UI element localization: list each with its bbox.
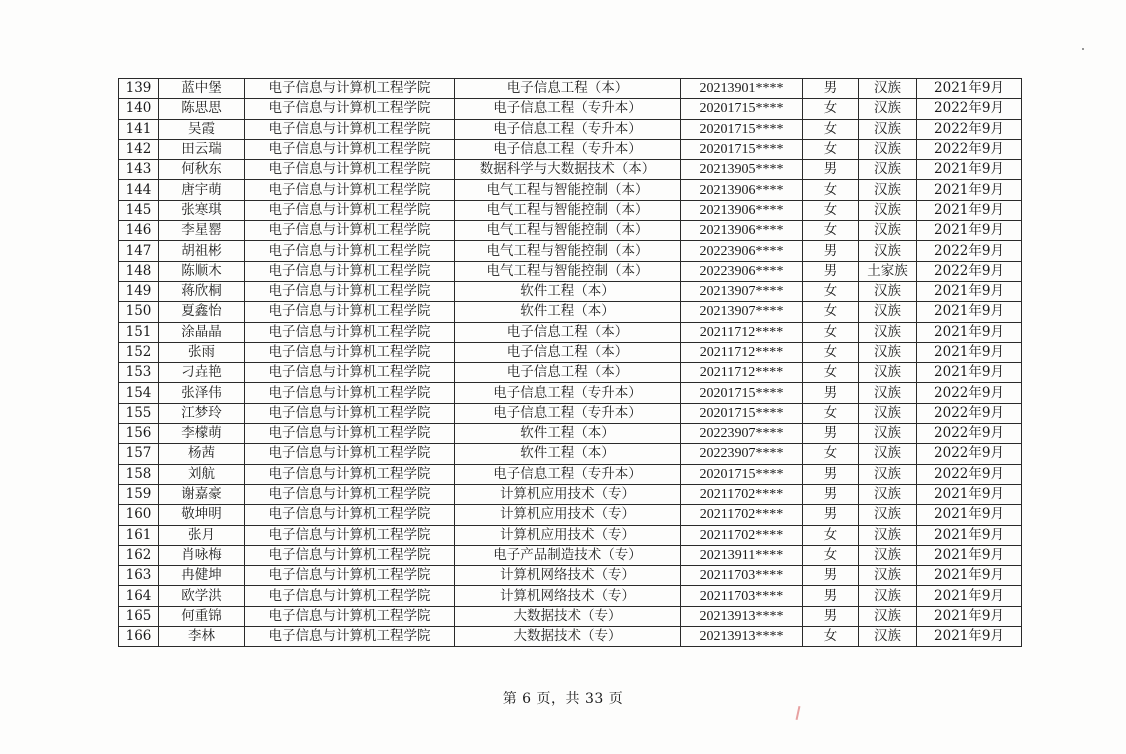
student-id-cell: 20213906**** <box>681 221 803 241</box>
row-number-cell: 141 <box>119 119 159 139</box>
gender-cell: 男 <box>803 566 859 586</box>
gender-cell: 女 <box>803 200 859 220</box>
gender-cell: 女 <box>803 342 859 362</box>
enrollment-date-cell: 2022年9月 <box>917 424 1022 444</box>
row-number-cell: 145 <box>119 200 159 220</box>
row-number-cell: 146 <box>119 221 159 241</box>
student-id-cell: 20213901**** <box>681 79 803 99</box>
student-name-cell: 胡祖彬 <box>159 241 245 261</box>
page-number: 第 6 页，共 33 页 <box>502 691 624 707</box>
row-number-cell: 153 <box>119 363 159 383</box>
row-number-cell: 165 <box>119 606 159 626</box>
enrollment-date-cell: 2022年9月 <box>917 383 1022 403</box>
ethnicity-cell: 汉族 <box>859 241 917 261</box>
major-cell: 电子信息工程（专升本） <box>455 403 681 423</box>
college-cell: 电子信息与计算机工程学院 <box>245 139 455 159</box>
enrollment-date-cell: 2021年9月 <box>917 160 1022 180</box>
enrollment-date-cell: 2021年9月 <box>917 606 1022 626</box>
college-cell: 电子信息与计算机工程学院 <box>245 180 455 200</box>
ethnicity-cell: 汉族 <box>859 444 917 464</box>
table-row <box>119 363 1022 383</box>
major-cell: 大数据技术（专） <box>455 627 681 647</box>
enrollment-date-cell: 2021年9月 <box>917 484 1022 504</box>
college-cell: 电子信息与计算机工程学院 <box>245 525 455 545</box>
row-number-cell: 154 <box>119 383 159 403</box>
gender-cell: 男 <box>803 261 859 281</box>
student-name-cell: 刁垚艳 <box>159 363 245 383</box>
gender-cell: 女 <box>803 545 859 565</box>
gender-cell: 男 <box>803 241 859 261</box>
college-cell: 电子信息与计算机工程学院 <box>245 444 455 464</box>
college-cell: 电子信息与计算机工程学院 <box>245 200 455 220</box>
college-cell: 电子信息与计算机工程学院 <box>245 99 455 119</box>
gender-cell: 女 <box>803 627 859 647</box>
major-cell: 电子信息工程（专升本） <box>455 119 681 139</box>
table-row <box>119 180 1022 200</box>
table-row <box>119 424 1022 444</box>
college-cell: 电子信息与计算机工程学院 <box>245 79 455 99</box>
enrollment-date-cell: 2021年9月 <box>917 545 1022 565</box>
row-number-cell: 159 <box>119 484 159 504</box>
table-row <box>119 79 1022 99</box>
enrollment-date-cell: 2022年9月 <box>917 119 1022 139</box>
enrollment-date-cell: 2021年9月 <box>917 180 1022 200</box>
table-row <box>119 221 1022 241</box>
student-id-cell: 20211703**** <box>681 586 803 606</box>
major-cell: 电子信息工程（专升本） <box>455 139 681 159</box>
major-cell: 软件工程（本） <box>455 281 681 301</box>
student-name-cell: 陈思思 <box>159 99 245 119</box>
scan-speck <box>1082 48 1084 50</box>
student-id-cell: 20223906**** <box>681 261 803 281</box>
gender-cell: 女 <box>803 302 859 322</box>
college-cell: 电子信息与计算机工程学院 <box>245 119 455 139</box>
major-cell: 计算机应用技术（专） <box>455 505 681 525</box>
major-cell: 大数据技术（专） <box>455 606 681 626</box>
student-id-cell: 20211712**** <box>681 363 803 383</box>
ethnicity-cell: 汉族 <box>859 606 917 626</box>
gender-cell: 男 <box>803 606 859 626</box>
major-cell: 计算机应用技术（专） <box>455 484 681 504</box>
table-row <box>119 281 1022 301</box>
college-cell: 电子信息与计算机工程学院 <box>245 342 455 362</box>
row-number-cell: 140 <box>119 99 159 119</box>
ethnicity-cell: 汉族 <box>859 363 917 383</box>
major-cell: 软件工程（本） <box>455 444 681 464</box>
enrollment-date-cell: 2021年9月 <box>917 586 1022 606</box>
major-cell: 软件工程（本） <box>455 424 681 444</box>
student-name-cell: 张寒琪 <box>159 200 245 220</box>
college-cell: 电子信息与计算机工程学院 <box>245 322 455 342</box>
major-cell: 电子信息工程（本） <box>455 363 681 383</box>
major-cell: 电子信息工程（本） <box>455 322 681 342</box>
student-id-cell: 20201715**** <box>681 403 803 423</box>
student-name-cell: 陈顺木 <box>159 261 245 281</box>
student-id-cell: 20213907**** <box>681 302 803 322</box>
enrollment-date-cell: 2021年9月 <box>917 363 1022 383</box>
student-name-cell: 肖咏梅 <box>159 545 245 565</box>
table-row <box>119 342 1022 362</box>
student-name-cell: 唐宇萌 <box>159 180 245 200</box>
enrollment-date-cell: 2022年9月 <box>917 99 1022 119</box>
student-name-cell: 谢嘉豪 <box>159 484 245 504</box>
student-id-cell: 20211702**** <box>681 505 803 525</box>
row-number-cell: 150 <box>119 302 159 322</box>
ethnicity-cell: 汉族 <box>859 342 917 362</box>
student-id-cell: 20213906**** <box>681 200 803 220</box>
gender-cell: 男 <box>803 79 859 99</box>
student-name-cell: 蓝中堡 <box>159 79 245 99</box>
gender-cell: 男 <box>803 505 859 525</box>
student-id-cell: 20223907**** <box>681 424 803 444</box>
table-row <box>119 261 1022 281</box>
ethnicity-cell: 汉族 <box>859 403 917 423</box>
row-number-cell: 147 <box>119 241 159 261</box>
table-row <box>119 99 1022 119</box>
gender-cell: 女 <box>803 525 859 545</box>
college-cell: 电子信息与计算机工程学院 <box>245 464 455 484</box>
ethnicity-cell: 汉族 <box>859 79 917 99</box>
major-cell: 电气工程与智能控制（本） <box>455 221 681 241</box>
ethnicity-cell: 土家族 <box>859 261 917 281</box>
college-cell: 电子信息与计算机工程学院 <box>245 221 455 241</box>
college-cell: 电子信息与计算机工程学院 <box>245 505 455 525</box>
row-number-cell: 152 <box>119 342 159 362</box>
enrollment-date-cell: 2021年9月 <box>917 200 1022 220</box>
college-cell: 电子信息与计算机工程学院 <box>245 302 455 322</box>
row-number-cell: 157 <box>119 444 159 464</box>
college-cell: 电子信息与计算机工程学院 <box>245 403 455 423</box>
major-cell: 电子产品制造技术（专） <box>455 545 681 565</box>
student-id-cell: 20211703**** <box>681 566 803 586</box>
major-cell: 软件工程（本） <box>455 302 681 322</box>
ethnicity-cell: 汉族 <box>859 627 917 647</box>
ethnicity-cell: 汉族 <box>859 221 917 241</box>
major-cell: 电子信息工程（本） <box>455 342 681 362</box>
major-cell: 计算机网络技术（专） <box>455 586 681 606</box>
student-id-cell: 20213911**** <box>681 545 803 565</box>
gender-cell: 男 <box>803 586 859 606</box>
student-id-cell: 20213907**** <box>681 281 803 301</box>
college-cell: 电子信息与计算机工程学院 <box>245 241 455 261</box>
row-number-cell: 139 <box>119 79 159 99</box>
enrollment-date-cell: 2021年9月 <box>917 627 1022 647</box>
table-row <box>119 505 1022 525</box>
table-row <box>119 525 1022 545</box>
enrollment-date-cell: 2021年9月 <box>917 322 1022 342</box>
major-cell: 电子信息工程（本） <box>455 79 681 99</box>
gender-cell: 女 <box>803 363 859 383</box>
gender-cell: 女 <box>803 180 859 200</box>
row-number-cell: 158 <box>119 464 159 484</box>
ethnicity-cell: 汉族 <box>859 302 917 322</box>
enrollment-date-cell: 2021年9月 <box>917 342 1022 362</box>
enrollment-date-cell: 2021年9月 <box>917 302 1022 322</box>
row-number-cell: 142 <box>119 139 159 159</box>
college-cell: 电子信息与计算机工程学院 <box>245 383 455 403</box>
enrollment-date-cell: 2022年9月 <box>917 444 1022 464</box>
college-cell: 电子信息与计算机工程学院 <box>245 586 455 606</box>
table-row <box>119 322 1022 342</box>
enrollment-date-cell: 2021年9月 <box>917 525 1022 545</box>
student-name-cell: 田云瑞 <box>159 139 245 159</box>
enrollment-date-cell: 2021年9月 <box>917 281 1022 301</box>
row-number-cell: 156 <box>119 424 159 444</box>
ethnicity-cell: 汉族 <box>859 119 917 139</box>
table-row <box>119 302 1022 322</box>
enrollment-date-cell: 2022年9月 <box>917 464 1022 484</box>
major-cell: 电气工程与智能控制（本） <box>455 180 681 200</box>
student-name-cell: 李星罂 <box>159 221 245 241</box>
table-row <box>119 586 1022 606</box>
row-number-cell: 162 <box>119 545 159 565</box>
student-id-cell: 20211712**** <box>681 342 803 362</box>
student-id-cell: 20213905**** <box>681 160 803 180</box>
ethnicity-cell: 汉族 <box>859 383 917 403</box>
student-name-cell: 蒋欣桐 <box>159 281 245 301</box>
student-name-cell: 张月 <box>159 525 245 545</box>
student-name-cell: 何重锦 <box>159 606 245 626</box>
table-row <box>119 484 1022 504</box>
enrollment-date-cell: 2022年9月 <box>917 261 1022 281</box>
major-cell: 计算机网络技术（专） <box>455 566 681 586</box>
table-row <box>119 139 1022 159</box>
table-row <box>119 464 1022 484</box>
ethnicity-cell: 汉族 <box>859 99 917 119</box>
row-number-cell: 143 <box>119 160 159 180</box>
student-id-cell: 20211702**** <box>681 525 803 545</box>
college-cell: 电子信息与计算机工程学院 <box>245 261 455 281</box>
ethnicity-cell: 汉族 <box>859 525 917 545</box>
student-name-cell: 敬坤明 <box>159 505 245 525</box>
table-row <box>119 545 1022 565</box>
student-name-cell: 江梦玲 <box>159 403 245 423</box>
ethnicity-cell: 汉族 <box>859 160 917 180</box>
ethnicity-cell: 汉族 <box>859 200 917 220</box>
gender-cell: 男 <box>803 424 859 444</box>
roster-body <box>119 79 1022 647</box>
enrollment-date-cell: 2021年9月 <box>917 79 1022 99</box>
student-id-cell: 20213913**** <box>681 627 803 647</box>
student-id-cell: 20201715**** <box>681 464 803 484</box>
student-name-cell: 李檬萌 <box>159 424 245 444</box>
gender-cell: 男 <box>803 160 859 180</box>
ethnicity-cell: 汉族 <box>859 505 917 525</box>
major-cell: 电子信息工程（专升本） <box>455 464 681 484</box>
gender-cell: 女 <box>803 281 859 301</box>
student-id-cell: 20201715**** <box>681 119 803 139</box>
table-row <box>119 627 1022 647</box>
ethnicity-cell: 汉族 <box>859 545 917 565</box>
student-name-cell: 冉健坤 <box>159 566 245 586</box>
student-roster-table <box>118 78 1022 647</box>
student-id-cell: 20213913**** <box>681 606 803 626</box>
ethnicity-cell: 汉族 <box>859 281 917 301</box>
student-name-cell: 涂晶晶 <box>159 322 245 342</box>
college-cell: 电子信息与计算机工程学院 <box>245 281 455 301</box>
student-name-cell: 杨茜 <box>159 444 245 464</box>
college-cell: 电子信息与计算机工程学院 <box>245 545 455 565</box>
enrollment-date-cell: 2021年9月 <box>917 221 1022 241</box>
ethnicity-cell: 汉族 <box>859 139 917 159</box>
row-number-cell: 151 <box>119 322 159 342</box>
college-cell: 电子信息与计算机工程学院 <box>245 484 455 504</box>
gender-cell: 男 <box>803 484 859 504</box>
ethnicity-cell: 汉族 <box>859 180 917 200</box>
student-name-cell: 张泽伟 <box>159 383 245 403</box>
college-cell: 电子信息与计算机工程学院 <box>245 566 455 586</box>
table-row <box>119 241 1022 261</box>
gender-cell: 女 <box>803 139 859 159</box>
row-number-cell: 163 <box>119 566 159 586</box>
college-cell: 电子信息与计算机工程学院 <box>245 160 455 180</box>
student-id-cell: 20211702**** <box>681 484 803 504</box>
enrollment-date-cell: 2022年9月 <box>917 139 1022 159</box>
student-name-cell: 吴霞 <box>159 119 245 139</box>
table-row <box>119 200 1022 220</box>
enrollment-date-cell: 2021年9月 <box>917 566 1022 586</box>
college-cell: 电子信息与计算机工程学院 <box>245 606 455 626</box>
enrollment-date-cell: 2022年9月 <box>917 241 1022 261</box>
major-cell: 电子信息工程（专升本） <box>455 99 681 119</box>
gender-cell: 女 <box>803 99 859 119</box>
table-row <box>119 119 1022 139</box>
major-cell: 电子信息工程（专升本） <box>455 383 681 403</box>
ethnicity-cell: 汉族 <box>859 586 917 606</box>
table-row <box>119 403 1022 423</box>
gender-cell: 女 <box>803 322 859 342</box>
ethnicity-cell: 汉族 <box>859 322 917 342</box>
table-row <box>119 160 1022 180</box>
enrollment-date-cell: 2022年9月 <box>917 403 1022 423</box>
enrollment-date-cell: 2021年9月 <box>917 505 1022 525</box>
major-cell: 电气工程与智能控制（本） <box>455 200 681 220</box>
student-name-cell: 欧学洪 <box>159 586 245 606</box>
gender-cell: 男 <box>803 383 859 403</box>
student-id-cell: 20201715**** <box>681 383 803 403</box>
student-id-cell: 20201715**** <box>681 99 803 119</box>
gender-cell: 女 <box>803 119 859 139</box>
major-cell: 计算机应用技术（专） <box>455 525 681 545</box>
gender-cell: 女 <box>803 221 859 241</box>
row-number-cell: 166 <box>119 627 159 647</box>
gender-cell: 男 <box>803 464 859 484</box>
ethnicity-cell: 汉族 <box>859 566 917 586</box>
major-cell: 电气工程与智能控制（本） <box>455 261 681 281</box>
table-row <box>119 566 1022 586</box>
ethnicity-cell: 汉族 <box>859 484 917 504</box>
ethnicity-cell: 汉族 <box>859 424 917 444</box>
college-cell: 电子信息与计算机工程学院 <box>245 627 455 647</box>
student-name-cell: 张雨 <box>159 342 245 362</box>
student-name-cell: 夏鑫怡 <box>159 302 245 322</box>
major-cell: 数据科学与大数据技术（本） <box>455 160 681 180</box>
table-row <box>119 383 1022 403</box>
table-row <box>119 444 1022 464</box>
table-row <box>119 606 1022 626</box>
ethnicity-cell: 汉族 <box>859 464 917 484</box>
student-id-cell: 20213906**** <box>681 180 803 200</box>
gender-cell: 女 <box>803 444 859 464</box>
student-name-cell: 何秋东 <box>159 160 245 180</box>
row-number-cell: 148 <box>119 261 159 281</box>
student-id-cell: 20201715**** <box>681 139 803 159</box>
student-name-cell: 刘航 <box>159 464 245 484</box>
major-cell: 电气工程与智能控制（本） <box>455 241 681 261</box>
row-number-cell: 144 <box>119 180 159 200</box>
student-id-cell: 20223906**** <box>681 241 803 261</box>
row-number-cell: 164 <box>119 586 159 606</box>
college-cell: 电子信息与计算机工程学院 <box>245 363 455 383</box>
student-id-cell: 20223907**** <box>681 444 803 464</box>
row-number-cell: 149 <box>119 281 159 301</box>
student-id-cell: 20211712**** <box>681 322 803 342</box>
row-number-cell: 160 <box>119 505 159 525</box>
college-cell: 电子信息与计算机工程学院 <box>245 424 455 444</box>
gender-cell: 女 <box>803 403 859 423</box>
student-name-cell: 李林 <box>159 627 245 647</box>
row-number-cell: 161 <box>119 525 159 545</box>
row-number-cell: 155 <box>119 403 159 423</box>
